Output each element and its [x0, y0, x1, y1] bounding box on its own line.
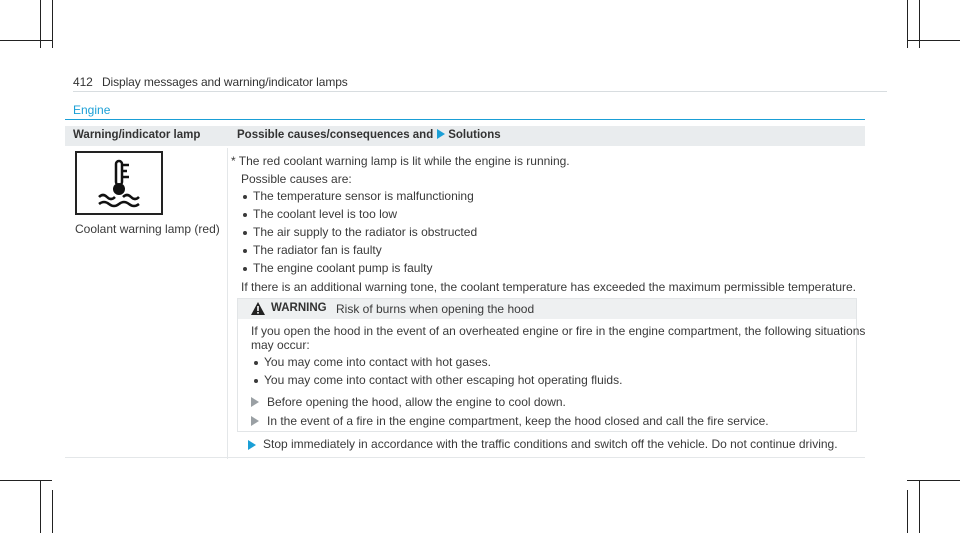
crop-mark: [0, 40, 52, 41]
crop-mark: [40, 480, 41, 533]
bullet-icon: [254, 361, 258, 365]
warning-body-line: may occur:: [251, 338, 310, 352]
lamp-label: Coolant warning lamp (red): [75, 222, 220, 236]
section-rule: [65, 119, 865, 120]
bullet-icon: [243, 267, 247, 271]
page-header-title: Display messages and warning/indicator lamps: [101, 75, 348, 89]
arrow-icon: [437, 129, 445, 139]
list-item: The air supply to the radiator is obstructed: [253, 225, 478, 239]
list-item: The temperature sensor is malfunctioning: [253, 189, 474, 203]
bullet-icon: [243, 195, 247, 199]
crop-mark: [907, 40, 960, 41]
header-rule: [73, 91, 887, 92]
section-title: Engine: [73, 103, 111, 117]
warning-table: [65, 126, 865, 459]
crop-mark: [52, 0, 53, 48]
col-header-solutions-text: Solutions: [448, 129, 501, 141]
bullet-icon: [243, 213, 247, 217]
causes-intro: Possible causes are:: [241, 172, 352, 186]
intro-text: * The red coolant warning lamp is lit while the engine is running.: [231, 154, 570, 168]
warning-label: WARNING: [271, 302, 327, 314]
page-number: 412: [73, 75, 93, 89]
coolant-temperature-icon: [75, 151, 163, 215]
col-header-causes-text: Possible causes/consequences and: [237, 129, 434, 141]
table-header: [65, 126, 865, 146]
crop-mark: [907, 480, 960, 481]
step-arrow-icon: [251, 416, 259, 426]
row-divider: [65, 457, 865, 458]
bullet-icon: [254, 379, 258, 383]
additional-text: If there is an additional warning tone, the coolant temperature has exceeded the maximum permissible temperature.: [241, 280, 856, 294]
col-header-lamp: Warning/indicator lamp: [73, 129, 201, 141]
step-text: In the event of a fire in the engine compartment, keep the hood closed and call the fire service.: [267, 414, 769, 428]
crop-mark: [0, 480, 52, 481]
warning-triangle-icon: [251, 302, 265, 320]
list-item: The engine coolant pump is faulty: [253, 261, 433, 275]
warning-box: [237, 298, 866, 432]
col-header-causes: [237, 129, 501, 141]
crop-mark: [919, 480, 920, 533]
step-arrow-icon: [248, 440, 256, 450]
crop-mark: [907, 490, 908, 533]
list-item: You may come into contact with other escaping hot operating fluids.: [264, 373, 623, 387]
list-item: You may come into contact with hot gases.: [264, 355, 492, 369]
bullet-icon: [243, 249, 247, 253]
list-item: The radiator fan is faulty: [253, 243, 382, 257]
crop-mark: [52, 490, 53, 533]
bullet-icon: [243, 231, 247, 235]
page-header: [73, 75, 348, 89]
warning-body-line: If you open the hood in the event of an overheated engine or fire in the engine compartment, the following situations: [251, 324, 866, 338]
final-step-text: Stop immediately in accordance with the traffic conditions and switch off the vehicle. Do not continue driving.: [263, 437, 838, 451]
step-text: Before opening the hood, allow the engine to cool down.: [267, 395, 566, 409]
column-divider: [227, 148, 228, 459]
warning-header: [238, 299, 856, 319]
step-arrow-icon: [251, 397, 259, 407]
list-item: The coolant level is too low: [253, 207, 398, 221]
warning-title: Risk of burns when opening the hood: [336, 302, 535, 316]
